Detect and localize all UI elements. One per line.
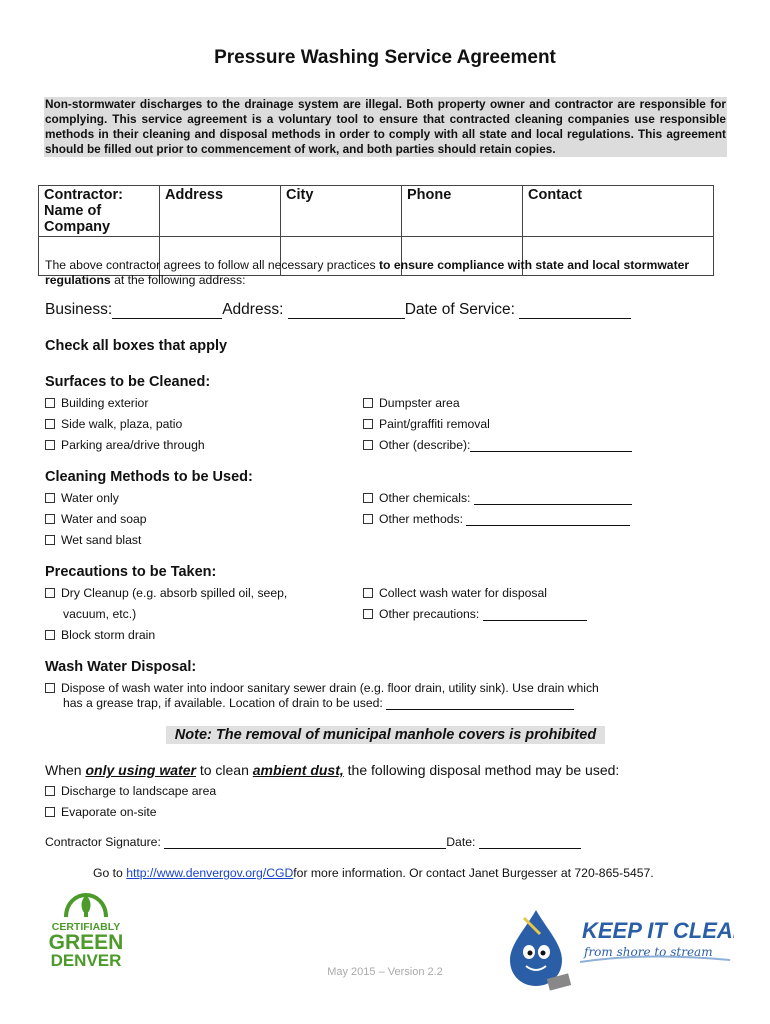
manhole-note: Note: The removal of municipal manhole covers is prohibited bbox=[166, 726, 605, 744]
checkbox[interactable] bbox=[45, 630, 55, 640]
checkbox-label: Discharge to landscape area bbox=[61, 784, 217, 798]
checkbox-label-continued bbox=[63, 696, 574, 710]
signature-date-label: Date: bbox=[446, 835, 476, 849]
signature-input[interactable] bbox=[164, 836, 446, 849]
checkbox[interactable] bbox=[363, 419, 373, 429]
other-methods-input[interactable] bbox=[466, 513, 630, 526]
checkbox-label: Building exterior bbox=[61, 396, 149, 410]
other-precautions-input[interactable] bbox=[483, 608, 587, 621]
checkbox-item[interactable] bbox=[45, 533, 141, 547]
page-title: Pressure Washing Service Agreement bbox=[214, 47, 556, 68]
logo-line3: DENVER bbox=[50, 951, 122, 969]
checkbox-label: Other chemicals: bbox=[379, 491, 471, 505]
signature-label: Contractor Signature: bbox=[45, 835, 161, 849]
when-e: the following disposal method may be used: bbox=[343, 762, 620, 778]
checkbox-label: Collect wash water for disposal bbox=[379, 586, 547, 600]
checkbox-item[interactable] bbox=[45, 586, 287, 600]
checkbox[interactable] bbox=[363, 514, 373, 524]
table-header: Address bbox=[160, 186, 281, 237]
drain-location-input[interactable] bbox=[386, 697, 574, 710]
checkbox-label: Dumpster area bbox=[379, 396, 460, 410]
compliance-bold: to ensure compliance with state and local stormwater regulations bbox=[45, 258, 690, 287]
footer-version: May 2015 – Version 2.2 bbox=[327, 966, 443, 978]
signature-row bbox=[45, 835, 581, 849]
checkbox-label: Parking area/drive through bbox=[61, 438, 205, 452]
precautions-heading: Precautions to be Taken: bbox=[45, 564, 217, 580]
intro-paragraph: Non-stormwater discharges to the drainage system are illegal. Both property owner and contractor are responsible for complying. This service agreement is a voluntary tool to ensure that contracted cleaning companies use responsible methods in their cleaning and disposal methods in order to comply with all state and local regulations. This agreement should be filled out prior to commencement of work, and both parties should retain copies. bbox=[45, 97, 726, 156]
drain-location-label: has a grease trap, if available. Location of drain to be used: bbox=[63, 696, 383, 710]
address-input[interactable] bbox=[288, 303, 405, 319]
checkbox[interactable] bbox=[363, 609, 373, 619]
checkbox-label: Evaporate on-site bbox=[61, 805, 157, 819]
keep-it-clean-logo bbox=[496, 906, 734, 992]
business-label: Business: bbox=[45, 301, 113, 318]
logo-title: KEEP IT CLEAN bbox=[582, 918, 734, 943]
checkbox-label: Dry Cleanup (e.g. absorb spilled oil, seep, bbox=[61, 586, 288, 600]
date-of-service-label: Date of Service: bbox=[404, 301, 515, 318]
checkbox[interactable] bbox=[45, 588, 55, 598]
when-d: ambient dust, bbox=[252, 762, 344, 778]
date-of-service-input[interactable] bbox=[519, 303, 631, 319]
checkbox[interactable] bbox=[45, 440, 55, 450]
check-all-heading: Check all boxes that apply bbox=[45, 338, 228, 354]
when-b: only using water bbox=[85, 762, 196, 778]
checkbox-item[interactable] bbox=[363, 586, 547, 600]
compliance-pre: The above contractor agrees to follow all necessary practices bbox=[45, 258, 379, 272]
when-a: When bbox=[45, 762, 86, 778]
certifiably-green-denver-logo bbox=[44, 889, 128, 969]
checkbox-item[interactable] bbox=[363, 417, 490, 431]
table-header: City bbox=[281, 186, 402, 237]
checkbox[interactable] bbox=[45, 493, 55, 503]
checkbox-label: Other (describe): bbox=[379, 438, 471, 452]
business-input[interactable] bbox=[112, 303, 222, 319]
checkbox-label: Paint/graffiti removal bbox=[379, 417, 490, 431]
checkbox[interactable] bbox=[363, 440, 373, 450]
checkbox[interactable] bbox=[45, 514, 55, 524]
checkbox-item[interactable] bbox=[363, 491, 632, 505]
checkbox[interactable] bbox=[45, 398, 55, 408]
ambient-dust-text bbox=[45, 762, 619, 778]
checkbox-item[interactable] bbox=[45, 438, 205, 452]
checkbox-item[interactable] bbox=[45, 681, 599, 695]
checkbox[interactable] bbox=[363, 493, 373, 503]
checkbox-item[interactable] bbox=[45, 628, 155, 642]
address-label: Address: bbox=[222, 301, 284, 318]
checkbox[interactable] bbox=[45, 419, 55, 429]
checkbox-item[interactable] bbox=[45, 784, 216, 798]
signature-date-input[interactable] bbox=[479, 836, 581, 849]
checkbox-label: Other precautions: bbox=[379, 607, 480, 621]
checkbox-item[interactable] bbox=[363, 396, 460, 410]
checkbox-label: Water only bbox=[61, 491, 119, 505]
surfaces-heading: Surfaces to be Cleaned: bbox=[45, 374, 211, 390]
table-header: Contractor: Name of Company bbox=[39, 186, 160, 237]
checkbox[interactable] bbox=[45, 683, 55, 693]
checkbox-item[interactable] bbox=[45, 396, 148, 410]
checkbox-label: Dispose of wash water into indoor sanitary sewer drain (e.g. floor drain, utility sink). Use drain which bbox=[61, 681, 599, 695]
checkbox-item[interactable] bbox=[363, 607, 587, 621]
checkbox-item[interactable] bbox=[45, 417, 182, 431]
checkbox-item[interactable] bbox=[45, 805, 157, 819]
other-describe-input[interactable] bbox=[470, 439, 632, 452]
checkbox-label: Block storm drain bbox=[61, 628, 156, 642]
compliance-post: at the following address: bbox=[110, 273, 246, 287]
checkbox-label: Other methods: bbox=[379, 512, 463, 526]
checkbox-label: Wet sand blast bbox=[61, 533, 142, 547]
checkbox[interactable] bbox=[363, 588, 373, 598]
checkbox-item[interactable] bbox=[45, 512, 147, 526]
leaf-icon bbox=[44, 889, 128, 969]
methods-heading: Cleaning Methods to be Used: bbox=[45, 469, 253, 485]
water-drop-mascot-icon bbox=[496, 906, 734, 992]
checkbox-label: Side walk, plaza, patio bbox=[61, 417, 183, 431]
logo-line1: CERTIFIABLY bbox=[51, 921, 121, 933]
checkbox-item[interactable] bbox=[363, 512, 630, 526]
info-post: for more information. Or contact Janet Burgesser at 720-865-5457. bbox=[293, 866, 654, 880]
checkbox-label-continued: vacuum, etc.) bbox=[63, 607, 137, 621]
table-header: Phone bbox=[402, 186, 523, 237]
checkbox-item[interactable] bbox=[45, 491, 119, 505]
logo-line2: GREEN bbox=[48, 931, 124, 954]
logo-tagline: from shore to stream bbox=[584, 945, 713, 959]
other-chemicals-input[interactable] bbox=[474, 492, 632, 505]
compliance-text bbox=[45, 258, 735, 288]
business-field bbox=[45, 301, 631, 319]
disposal-heading: Wash Water Disposal: bbox=[45, 659, 197, 675]
info-line bbox=[93, 866, 654, 880]
table-header: Contact bbox=[523, 186, 714, 237]
info-pre: Go to bbox=[93, 866, 127, 880]
checkbox-item[interactable] bbox=[363, 438, 632, 452]
checkbox[interactable] bbox=[45, 535, 55, 545]
checkbox[interactable] bbox=[363, 398, 373, 408]
checkbox-label: Water and soap bbox=[61, 512, 147, 526]
checkbox[interactable] bbox=[45, 786, 55, 796]
when-c: to clean bbox=[195, 762, 253, 778]
checkbox[interactable] bbox=[45, 807, 55, 817]
cgd-link[interactable]: http://www.denvergov.org/CGD bbox=[126, 866, 294, 880]
